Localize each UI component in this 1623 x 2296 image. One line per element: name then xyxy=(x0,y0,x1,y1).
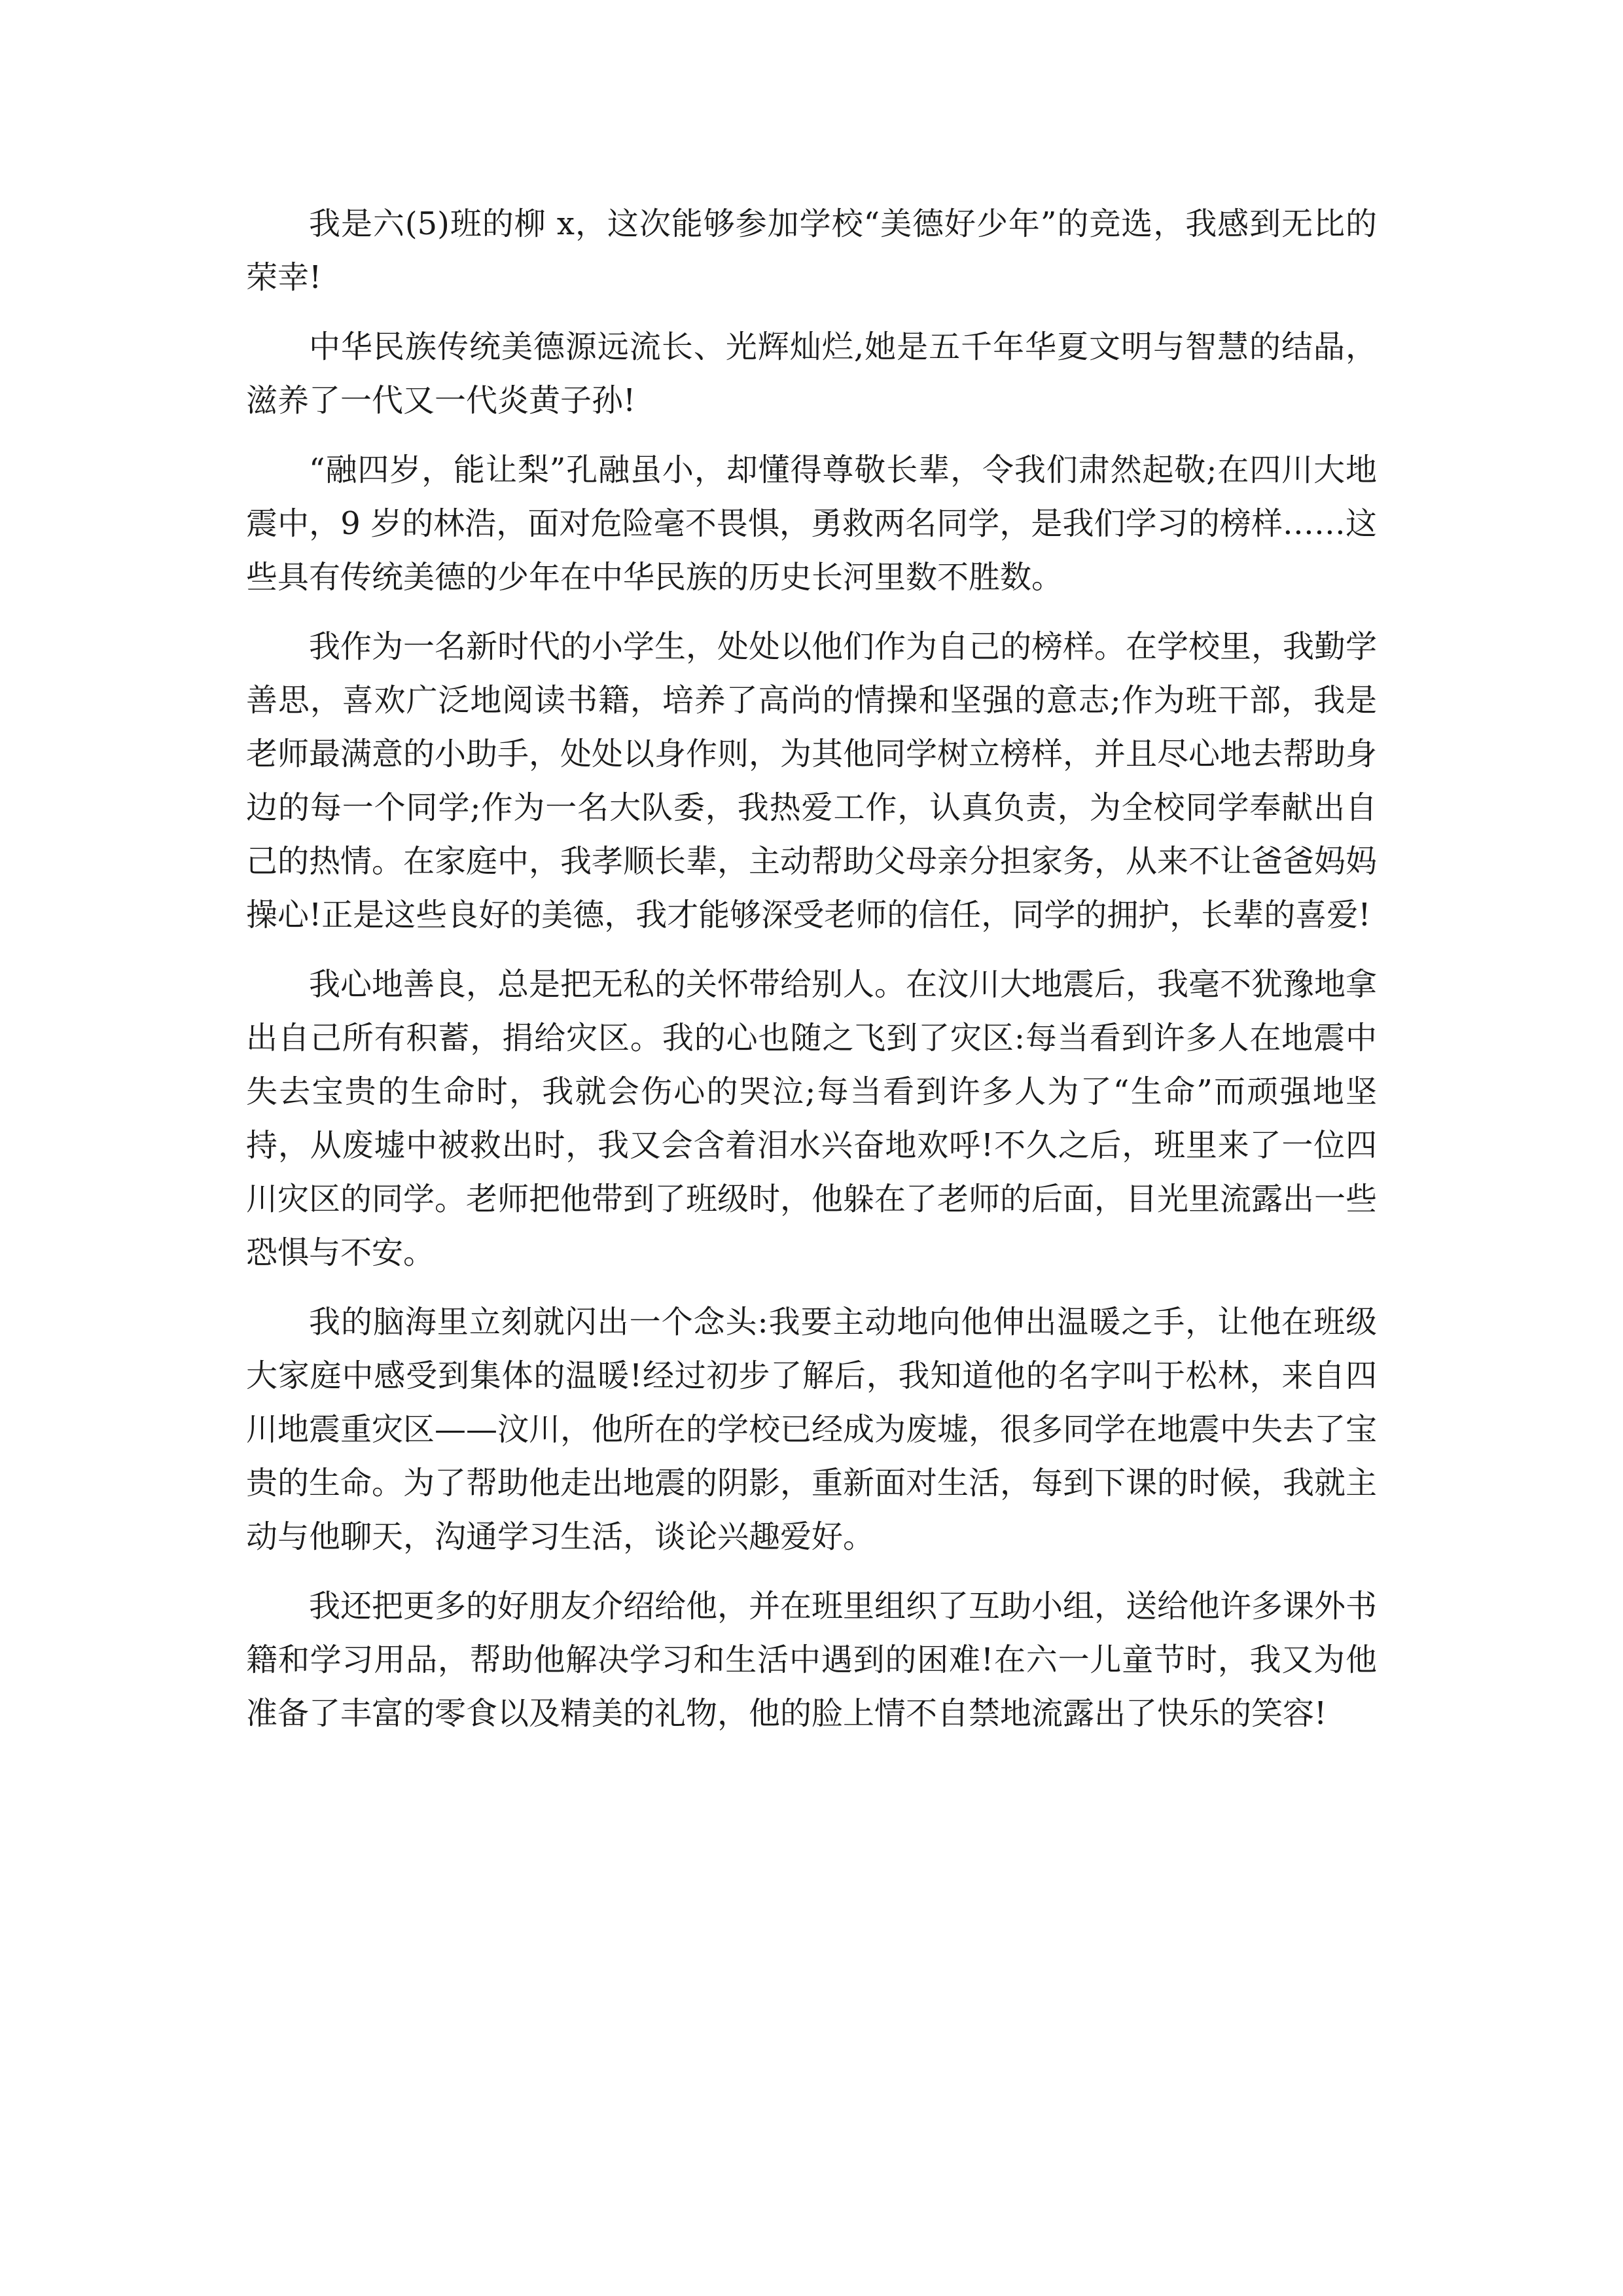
paragraph-7: 我还把更多的好朋友介绍给他，并在班里组织了互助小组，送给他许多课外书籍和学习用品，帮助他解决学习和生活中遇到的困难!在六一儿童节时，我又为他准备了丰富的零食以及精美的礼物，他的脸上情不自禁地流露出了快乐的笑容! xyxy=(246,1588,1378,1732)
paragraph-4: 我作为一名新时代的小学生，处处以他们作为自己的榜样。在学校里，我勤学善思，喜欢广泛地阅读书籍，培养了高尚的情操和坚强的意志;作为班干部，我是老师最满意的小助手，处处以身作则，为其他同学树立榜样，并且尽心地去帮助身边的每一个同学;作为一名大队委，我热爱工作，认真负责，为全校同学奉献出自己的热情。在家庭中，我孝顺长辈，主动帮助父母亲分担家务，从来不让爸爸妈妈操心!正是这些良好的美德，我才能够深受老师的信任，同学的拥护，长辈的喜爱! xyxy=(246,628,1378,933)
paragraph-3: “融四岁，能让梨”孔融虽小，却懂得尊敬长辈，令我们肃然起敬;在四川大地震中，9 岁的林浩，面对危险毫不畏惧，勇救两名同学，是我们学习的榜样……这些具有传统美德的少年在中华民族的历史长河里数不胜数。 xyxy=(246,452,1377,596)
paragraph-6: 我的脑海里立刻就闪出一个念头:我要主动地向他伸出温暖之手，让他在班级大家庭中感受到集体的温暖!经过初步了解后，我知道他的名字叫于松林，来自四川地震重灾区——汶川，他所在的学校已经成为废墟，很多同学在地震中失去了宝贵的生命。为了帮助他走出地震的阴影，重新面对生活，每到下课的时候，我就主动与他聊天，沟通学习生活，谈论兴趣爱好。 xyxy=(246,1304,1378,1555)
paragraph-2: 中华民族传统美德源远流长、光辉灿烂,她是五千年华夏文明与智慧的结晶，滋养了一代又一代炎黄子孙! xyxy=(246,329,1377,419)
paragraph-5: 我心地善良，总是把无私的关怀带给别人。在汶川大地震后，我毫不犹豫地拿出自己所有积蓄，捐给灾区。我的心也随之飞到了灾区:每当看到许多人在地震中失去宝贵的生命时，我就会伤心的哭泣;每当看到许多人为了“生命”而顽强地坚持，从废墟中被救出时，我又会含着泪水兴奋地欢呼!不久之后，班里来了一位四川灾区的同学。老师把他带到了班级时，他躲在了老师的后面，目光里流露出一些恐惧与不安。 xyxy=(246,966,1378,1271)
paragraph-1: 我是六(5)班的柳 x，这次能够参加学校“美德好少年”的竞选，我感到无比的荣幸! xyxy=(246,206,1377,296)
document-body xyxy=(246,197,1377,1756)
